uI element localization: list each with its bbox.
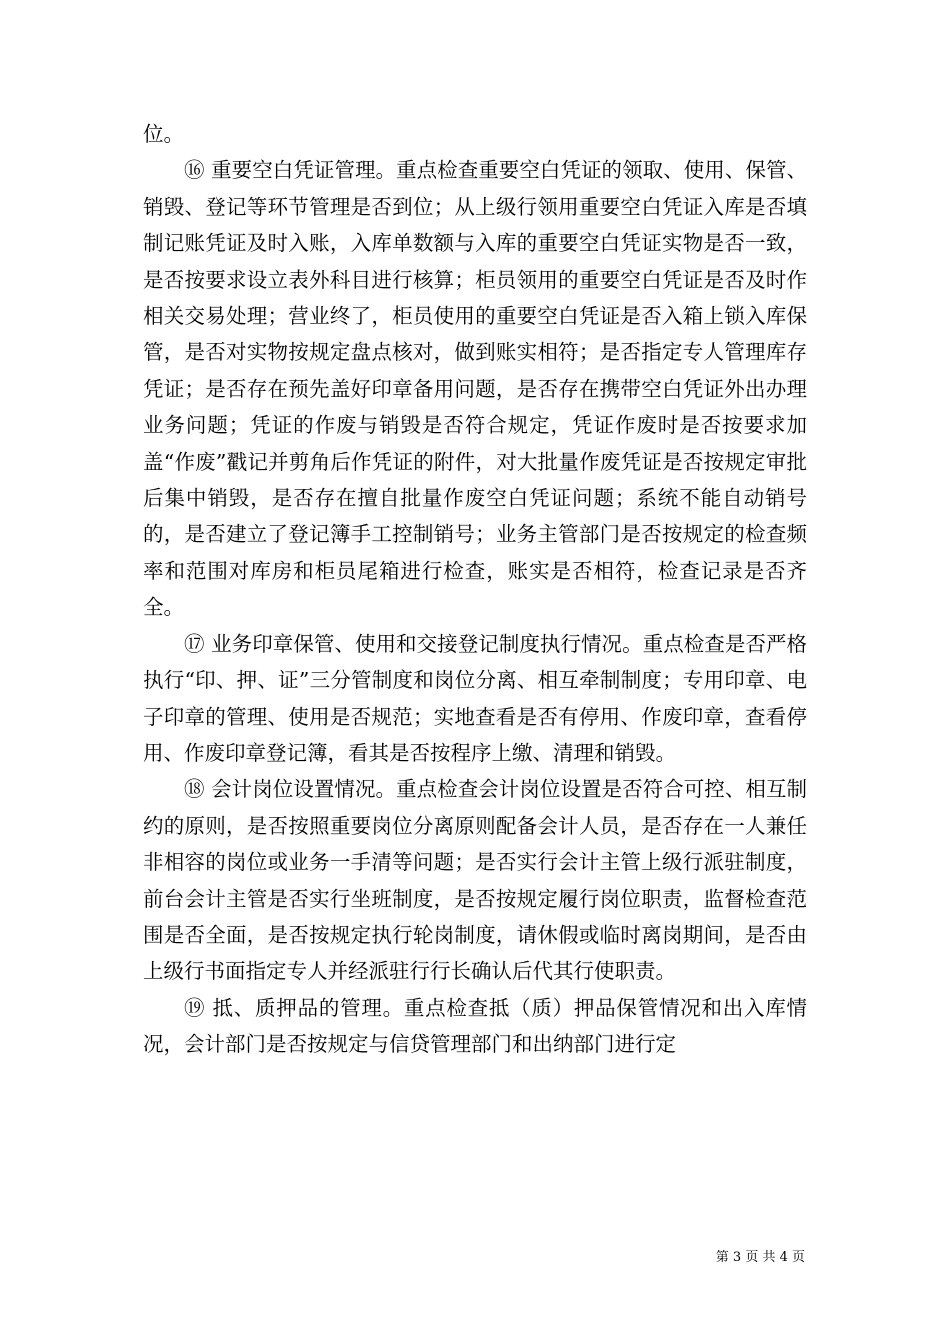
paragraph-collateral-management: ⑲ 抵、质押品的管理。重点检查抵（质）押品保管情况和出入库情况，会计部门是否按规定与信贷管理部门和出纳部门进行定 xyxy=(143,995,807,1057)
paragraph-accounting-positions: ⑱ 会计岗位设置情况。重点检查会计岗位设置是否符合可控、相互制约的原则，是否按照重要岗位分离原则配备会计人员，是否存在一人兼任非相容的岗位或业务一手清等问题；是否实行会计主管上级行派驻制度，前台会计主管是否实行坐班制度，是否按规定履行岗位职责，监督检查范围是否全面，是否按规定执行轮岗制度，请休假或临时离岗期间，是否由上级行书面指定专人并经派驻行行长确认后代其行使职责。 xyxy=(143,777,807,984)
document-body xyxy=(143,116,807,1063)
page-number: 第 3 页 共 4 页 xyxy=(715,1250,805,1265)
paragraph-continuation: 位。 xyxy=(143,122,184,146)
paragraph-seal-management: ⑰ 业务印章保管、使用和交接登记制度执行情况。重点检查是否严格执行“印、押、证”三分管制度和岗位分离、相互牵制制度；专用印章、电子印章的管理、使用是否规范；实地查看是否有停用、作废印章，查看停用、作废印章登记簿，看其是否按程序上缴、清理和销毁。 xyxy=(143,631,807,765)
paragraph-blank-voucher-management: ⑯ 重要空白凭证管理。重点检查重要空白凭证的领取、使用、保管、销毁、登记等环节管理是否到位；从上级行领用重要空白凭证入库是否填制记账凭证及时入账，入库单数额与入库的重要空白凭证实物是否一致，是否按要求设立表外科目进行核算；柜员领用的重要空白凭证是否及时作相关交易处理；营业终了，柜员使用的重要空白凭证是否入箱上锁入库保管，是否对实物按规定盘点核对，做到账实相符；是否指定专人管理库存凭证；是否存在预先盖好印章备用问题，是否存在携带空白凭证外出办理业务问题；凭证的作废与销毁是否符合规定，凭证作废时是否按要求加盖“作废”戳记并剪角后作凭证的附件，对大批量作废凭证是否按规定审批后集中销毁，是否存在擅自批量作废空白凭证问题；系统不能自动销号的，是否建立了登记簿手工控制销号；业务主管部门是否按规定的检查频率和范围对库房和柜员尾箱进行检查，账实是否相符，检查记录是否齐全。 xyxy=(143,158,807,620)
